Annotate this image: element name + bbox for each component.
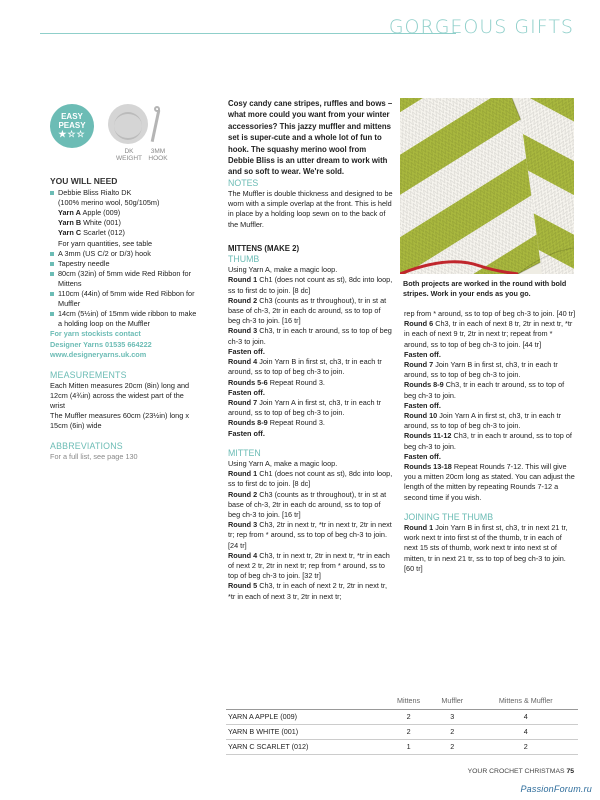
table-cell: 2	[386, 709, 431, 724]
round-text: Ch3, tr in each tr around, ss to top of beg ch-3 to join.	[404, 431, 572, 451]
magazine-name: YOUR CROCHET CHRISTMAS	[467, 768, 565, 775]
striped-mitten-photo	[400, 98, 574, 274]
mitten-rounds-13-18	[404, 462, 576, 503]
yarn-spec: (100% merino wool, 50g/105m)	[58, 198, 160, 208]
measurements-heading: MEASUREMENTS	[50, 369, 127, 380]
fasten-off: Fasten off.	[404, 400, 441, 410]
mitten-round-3	[228, 520, 394, 551]
round-label: Round 1	[228, 469, 258, 479]
table-header-cell: Mittens & Muffler	[474, 693, 579, 709]
stockists-url[interactable]: www.designeryarns.uk.com	[50, 349, 147, 359]
materials-item-ribbon-2: 110cm (44in) of 5mm wide Red Ribbon for Muffler	[50, 289, 200, 309]
thumb-round-1	[228, 275, 394, 295]
hook-size-label	[140, 148, 176, 162]
table-header-row	[226, 693, 578, 709]
round-label: Round 3	[228, 520, 258, 530]
round-text: Ch3, tr in each of next 2 tr, 2tr in next tr, *tr in each of next 3 tr, 2tr in next tr;	[228, 581, 387, 601]
round-text: Repeat Rounds 7-12. This will give you a mitten 20cm long as stated. You can adjust the length of the mitten by repeating Rounds 7-12 a second time if you wish.	[404, 462, 575, 502]
hook-size-line1: 3MM	[150, 148, 166, 155]
hook-size-line2: HOOK	[148, 155, 168, 162]
round-text: Join Yarn B in first st, ch3, tr in each tr around, ss to top of beg ch-3 to join.	[404, 360, 558, 380]
materials-item-yarn	[50, 188, 200, 249]
table-row	[226, 709, 578, 724]
page-footer	[468, 768, 574, 775]
round-label: Round 1	[404, 523, 434, 533]
table-row	[226, 739, 578, 754]
table-cell: 2	[474, 739, 579, 754]
materials-list	[50, 188, 200, 329]
table-cell: 3	[431, 709, 473, 724]
mittens-heading: MITTENS (MAKE 2)	[228, 243, 300, 253]
table-cell: 2	[431, 739, 473, 754]
yarn-name: Debbie Bliss Rialto DK	[58, 188, 132, 198]
table-cell: 4	[474, 724, 579, 739]
table-header-cell: Muffler	[431, 693, 473, 709]
mitten-rounds-11-12	[404, 431, 576, 451]
stockists-line2: Designer Yarns 01535 664222	[50, 339, 152, 349]
materials-item-needle: Tapestry needle	[50, 259, 200, 269]
skill-level-badge	[50, 104, 94, 148]
fasten-off: Fasten off.	[404, 349, 441, 359]
stockists-line1: For yarn stockists contact	[50, 329, 141, 339]
round-text: Join Yarn B in first st, ch3, tr in each tr around, ss to top of beg ch-3 to join.	[228, 357, 382, 377]
skill-level-line2: PEASY	[58, 121, 86, 130]
fasten-off: Fasten off.	[228, 387, 265, 397]
round-text: Ch3, 2tr in next tr, *tr in next tr, 2tr in next tr; rep from * around, ss to top of beg ch-3 to join. [24 tr]	[228, 520, 392, 550]
pattern-column-1	[228, 98, 394, 602]
thumb-round-7	[228, 398, 394, 418]
mitten-round-2	[228, 490, 394, 521]
round-text: Repeat Round 3.	[269, 377, 325, 387]
round-label: Rounds 13-18	[404, 462, 452, 472]
round-text: Ch3 (counts as tr throughout), tr in st at base of ch-3, 2tr in each dc around, ss to top of beg ch-3 to join. [16 tr]	[228, 295, 387, 326]
round-text: Repeat Round 3.	[269, 418, 325, 428]
yarn-a-label: Yarn A	[58, 208, 81, 218]
round-label: Round 2	[228, 489, 258, 499]
thumb-start: Using Yarn A, make a magic loop.	[228, 265, 338, 275]
yarn-b-value: White (001)	[83, 218, 121, 228]
materials-item-ribbon-1: 80cm (32in) of 5mm wide Red Ribbon for Mittens	[50, 269, 200, 289]
abbreviations-heading: ABBREVIATIONS	[50, 441, 123, 452]
mitten-round-1	[228, 469, 394, 489]
skill-stars: ★☆☆	[58, 129, 86, 139]
crochet-hook-icon	[151, 106, 161, 142]
thumb-heading: THUMB	[228, 254, 260, 265]
mitten-round-7	[404, 360, 576, 380]
yarn-c-label: Yarn C	[58, 228, 82, 238]
mitten-rounds-8-9	[404, 380, 576, 400]
round-label: Round 3	[228, 326, 258, 336]
round-label: Round 1	[228, 275, 258, 285]
joining-round-1	[404, 523, 576, 574]
table-header-cell	[226, 693, 386, 709]
abbreviations-text: For a full list, see page 130	[50, 452, 138, 462]
page-number: 75	[566, 768, 574, 775]
round-text: Ch3 (counts as tr throughout), tr in st at base of ch-3, 2tr in each dc around, ss to top of beg ch-3 to join. [16 tr]	[228, 489, 387, 519]
mitten-round-5	[228, 581, 394, 601]
pattern-badges	[50, 104, 190, 160]
round-label: Round 10	[404, 411, 438, 421]
mitten-start: Using Yarn A, make a magic loop.	[228, 458, 338, 468]
yarn-ball-icon	[108, 104, 148, 144]
materials-item-hook: A 3mm (US C/2 or D/3) hook	[50, 249, 200, 259]
yarn-c-value: Scarlet (012)	[83, 228, 125, 238]
round-label: Round 5	[228, 581, 258, 591]
fasten-off: Fasten off.	[404, 451, 441, 461]
table-cell: YARN B WHITE (001)	[226, 724, 386, 739]
round-label: Round 4	[228, 357, 258, 367]
round-text: Ch1 (does not count as st), 8dc into loop, ss to first dc to join. [8 dc]	[228, 469, 393, 489]
yarn-weight-line1: DK	[124, 148, 134, 155]
mitten-heading: MITTEN	[228, 447, 261, 458]
round-text: Join Yarn A in first st, ch3, tr in each tr around, ss to top of beg ch-3 to join.	[404, 411, 562, 431]
table-cell: 2	[386, 724, 431, 739]
mitten-round-10	[404, 411, 576, 431]
section-title: GORGEOUS GIFTS	[388, 16, 574, 38]
fasten-off: Fasten off.	[228, 346, 265, 356]
table-cell: 2	[431, 724, 473, 739]
thumb-rounds-8-9	[228, 418, 394, 428]
round-label: Round 4	[228, 550, 258, 560]
round-text: Join Yarn A in first st, ch3, tr in each tr around, ss to top of beg ch-3 to join.	[228, 397, 382, 418]
materials-item-ribbon-3: 14cm (5½in) of 15mm wide ribbon to make a holding loop on the Muffler	[50, 309, 200, 329]
joining-thumb-heading: JOINING THE THUMB	[404, 511, 494, 522]
intro-text: Cosy candy cane stripes, ruffles and bows – what more could you want from your winter accessories? This jazzy muffler and mittens set is super-cute and a whole lot of fun to hook. The squashy merino wool from Debbie Bliss is an utter dream to work with and so soft to wear. We're sold.	[228, 99, 393, 177]
watermark: PassionForum.ru	[520, 784, 592, 794]
round-label: Round 7	[404, 360, 434, 370]
skill-level-line1: EASY	[61, 112, 83, 121]
table-cell: 1	[386, 739, 431, 754]
quantities-note: For yarn quantities, see table	[58, 238, 153, 248]
measurements-muffler: The Muffler measures 60cm (23½in) long x 15cm (6in) wide	[50, 411, 189, 431]
round-label: Rounds 11-12	[404, 431, 452, 441]
round-label: Rounds 8-9	[228, 418, 268, 428]
round-text: Join Yarn B in first st, ch3, tr in next 21 tr, work next tr into first st of the thumb, tr in each of next 15 sts of thumb, work next tr into next st of mitten, tr in next 21 tr, ss to top of beg ch-3 to join. [60 tr]	[404, 523, 568, 573]
yarn-weight-line2: WEIGHT	[116, 155, 142, 162]
table-cell: YARN A APPLE (009)	[226, 709, 386, 724]
product-photo	[400, 98, 574, 274]
mitten-round-5-cont: rep from * around, ss to top of beg ch-3 to join. [40 tr]	[404, 309, 576, 318]
fasten-off: Fasten off.	[228, 428, 265, 438]
mitten-round-4	[228, 551, 394, 582]
yarn-b-label: Yarn B	[58, 218, 82, 228]
round-label: Round 2	[228, 295, 258, 305]
yarn-a-value: Apple (009)	[82, 208, 121, 218]
round-label: Round 7	[228, 397, 258, 407]
table-row	[226, 724, 578, 739]
table-cell: 4	[474, 709, 579, 724]
round-text: Ch3, tr in each of next 8 tr, 2tr in next tr, *tr in each of next 9 tr, 2tr in next tr; repeat from * around, ss to top of beg ch-3 to join. [44 tr]	[404, 319, 573, 349]
photo-caption: Both projects are worked in the round with bold stripes. Work in your ends as you go.	[403, 279, 567, 298]
table-header-cell: Mittens	[386, 693, 431, 709]
round-label: Rounds 5-6	[228, 377, 268, 387]
round-text: Ch3, tr in each tr around, ss to top of beg ch-3 to join.	[228, 326, 392, 346]
thumb-round-4	[228, 357, 394, 377]
measurements-mitten: Each Mitten measures 20cm (8in) long and 12cm (4¾in) across the widest part of the wrist	[50, 380, 190, 410]
materials-heading: YOU WILL NEED	[50, 176, 118, 186]
thumb-round-2	[228, 296, 394, 327]
round-text: Ch1 (does not count as st), 8dc into loop, ss to first dc to join. [8 dc]	[228, 275, 393, 295]
thumb-rounds-5-6	[228, 378, 394, 388]
yarn-quantities-table	[226, 693, 578, 755]
table-cell: YARN C SCARLET (012)	[226, 739, 386, 754]
notes-heading: NOTES	[228, 177, 259, 188]
sidebar-materials	[50, 176, 200, 462]
round-label: Rounds 8-9	[404, 380, 444, 390]
round-text: Ch3, tr in next tr, 2tr in next tr, *tr in each of next 2 tr, 2tr in next tr; rep from * around, ss to top of beg ch-3 to join. [32 tr]	[228, 550, 390, 581]
thumb-round-3	[228, 326, 394, 346]
pattern-column-2	[404, 309, 576, 574]
mitten-round-6	[404, 319, 576, 350]
notes-text: The Muffler is double thickness and designed to be worn with a simple overlap at the front. This is held in place by a holding loop sewn on to the back of the Muffler.	[228, 189, 393, 229]
round-label: Round 6	[404, 319, 434, 329]
round-text: Ch3, tr in each tr around, ss to top of beg ch-3 to join.	[404, 380, 565, 400]
